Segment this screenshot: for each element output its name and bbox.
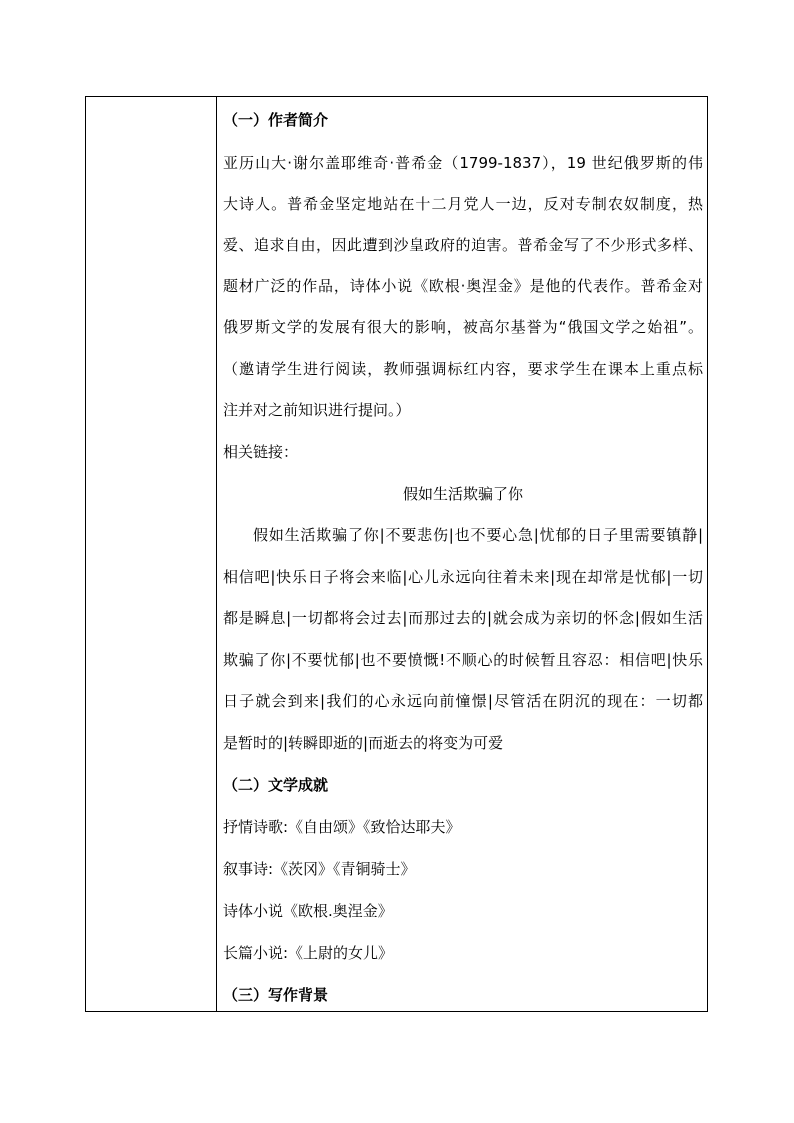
poem-title: 假如生活欺骗了你 — [402, 485, 523, 503]
poem-line: 假如生活欺骗了你|不要悲伤|也不要心急|忧郁的日子里需要镇静| — [253, 526, 703, 544]
content-cell — [217, 97, 708, 1011]
poem-line: 欺骗了你|不要忧郁|也不要愤慨!不顺心的时候暂且容忍：相信吧|快乐 — [223, 651, 703, 669]
bio-line: 俄罗斯文学的发展有很大的影响，被高尔基誉为“俄国文学之始祖”。 — [223, 318, 703, 336]
achievement-item: 长篇小说:《上尉的女儿》 — [223, 944, 394, 962]
poem-line: 是暂时的|转瞬即逝的|而逝去的将变为可爱 — [223, 734, 504, 752]
teacher-note-line: 注并对之前知识进行提问。） — [223, 401, 411, 419]
achievement-item: 叙事诗:《茨冈》《青铜骑士》 — [223, 860, 416, 878]
bio-line: 爱、追求自由，因此遭到沙皇政府的迫害。普希金写了不少形式多样、 — [223, 236, 703, 254]
lesson-table — [85, 96, 708, 1012]
bio-line: 大诗人。普希金坚定地站在十二月党人一边，反对专制农奴制度，热 — [223, 195, 703, 213]
related-link-label: 相关链接： — [223, 443, 299, 461]
left-column-cell — [86, 97, 217, 1011]
poem-line: 日子就会到来|我们的心永远向前憧憬|尽管活在阴沉的现在：一切都 — [223, 692, 703, 710]
bio-line: 题材广泛的作品，诗体小说《欧根·奥涅金》是他的代表作。普希金对 — [223, 277, 703, 295]
poem-line: 相信吧|快乐日子将会来临|心儿永远向往着未来|现在却常是忧郁|一切 — [223, 568, 703, 586]
section-heading-achievements: （二）文学成就 — [223, 776, 329, 794]
section-heading-author: （一）作者简介 — [223, 111, 329, 129]
section-heading-background: （三）写作背景 — [223, 986, 329, 1004]
achievement-item: 抒情诗歌:《自由颂》《致恰达耶夫》 — [223, 818, 461, 836]
teacher-note-line: （邀请学生进行阅读，教师强调标红内容，要求学生在课本上重点标 — [223, 360, 703, 378]
bio-line: 亚历山大·谢尔盖耶维奇·普希金（1799-1837），19 世纪俄罗斯的伟 — [223, 154, 703, 172]
poem-line: 都是瞬息|一切都将会过去|而那过去的|就会成为亲切的怀念|假如生活 — [223, 609, 703, 627]
achievement-item: 诗体小说《欧根.奥涅金》 — [223, 902, 393, 920]
